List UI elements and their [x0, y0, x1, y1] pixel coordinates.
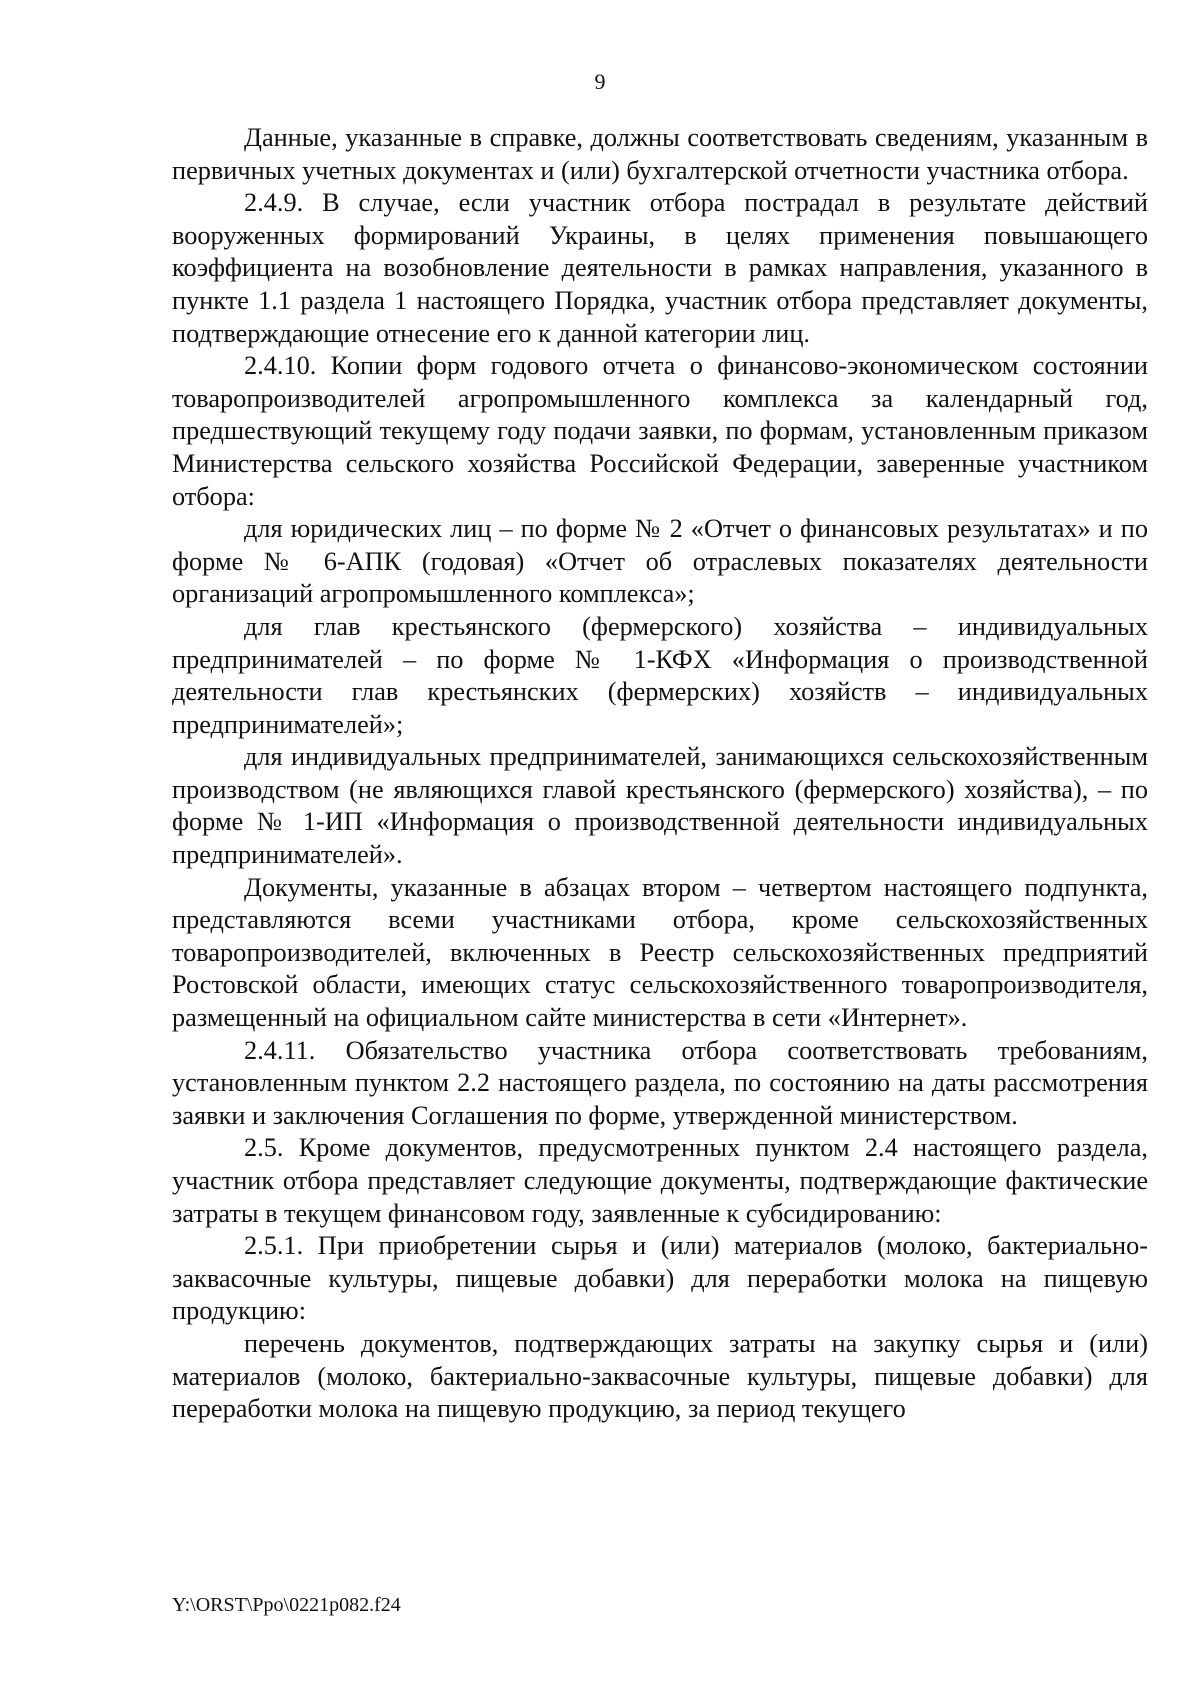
paragraph-2-5: 2.5. Кроме документов, предусмотренных пунктом 2.4 настоящего раздела, участник отбора представляет следующие документы, подтверждающие фактические затраты в текущем финансовом году, заявленные к субсидированию: [172, 1133, 1148, 1228]
page-number: 9 [594, 69, 606, 94]
paragraph-individual-entrepreneurs: для индивидуальных предпринимателей, занимающихся сельскохозяйственным производством (не являющихся главой крестьянского (фермерского) хозяйства), – по форме № 1-ИП «Информация о производственной деятельности индивидуальных предпринимателей». [172, 742, 1148, 870]
file-path-footer: Y:\ORST\Ppo\0221p082.f24 [172, 1594, 401, 1616]
paragraph-farm-heads: для глав крестьянского (фермерского) хозяйства – индивидуальных предпринимателей – по форме № 1-КФХ «Информация о производственной деятельности глав крестьянских (фермерских) хозяйств – индивидуальных предпринимателей»; [172, 611, 1148, 739]
paragraph-legal-entities: для юридических лиц – по форме № 2 «Отчет о финансовых результатах» и по форме № 6-АПК (годовая) «Отчет об отраслевых показателях деятельности организаций агропромышленного комплекса»; [172, 514, 1148, 609]
paragraph-2-4-10: 2.4.10. Копии форм годового отчета о финансово-экономическом состоянии товаропроизводителей агропромышленного комплекса за календарный год, предшествующий текущему году подачи заявки, по формам, установленным приказом Министерства сельского хозяйства Российской Федерации, заверенные участником отбора: [172, 351, 1148, 511]
paragraph-certificate-data: Данные, указанные в справке, должны соответствовать сведениям, указанным в первичных учетных документах и (или) бухгалтерской отчетности участника отбора. [172, 123, 1148, 185]
document-body [172, 122, 1148, 1426]
paragraph-2-5-1: 2.5.1. При приобретении сырья и (или) материалов (молоко, бактериально-заквасочные культуры, пищевые добавки) для переработки молока на пищевую продукцию: [172, 1231, 1148, 1326]
paragraph-2-4-11: 2.4.11. Обязательство участника отбора соответствовать требованиям, установленным пунктом 2.2 настоящего раздела, по состоянию на даты рассмотрения заявки и заключения Соглашения по форме, утвержденной министерством. [172, 1035, 1148, 1130]
paragraph-documents-submission: Документы, указанные в абзацах втором – четвертом настоящего подпункта, представляются всеми участниками отбора, кроме сельскохозяйственных товаропроизводителей, включенных в Реестр сельскохозяйственных предприятий Ростовской области, имеющих статус сельскохозяйственного товаропроизводителя, размещенный на официальном сайте министерства в сети «Интернет». [172, 872, 1148, 1033]
paragraph-2-4-9: 2.4.9. В случае, если участник отбора пострадал в результате действий вооруженных формирований Украины, в целях применения повышающего коэффициента на возобновление деятельности в рамках направления, указанного в пункте 1.1 раздела 1 настоящего Порядка, участник отбора представляет документы, подтверждающие отнесение его к данной категории лиц. [172, 188, 1148, 348]
paragraph-expense-list: перечень документов, подтверждающих затраты на закупку сырья и (или) материалов (молоко, бактериально-заквасочные культуры, пищевые добавки) для переработки молока на пищевую продукцию, за период текущего [172, 1328, 1148, 1424]
